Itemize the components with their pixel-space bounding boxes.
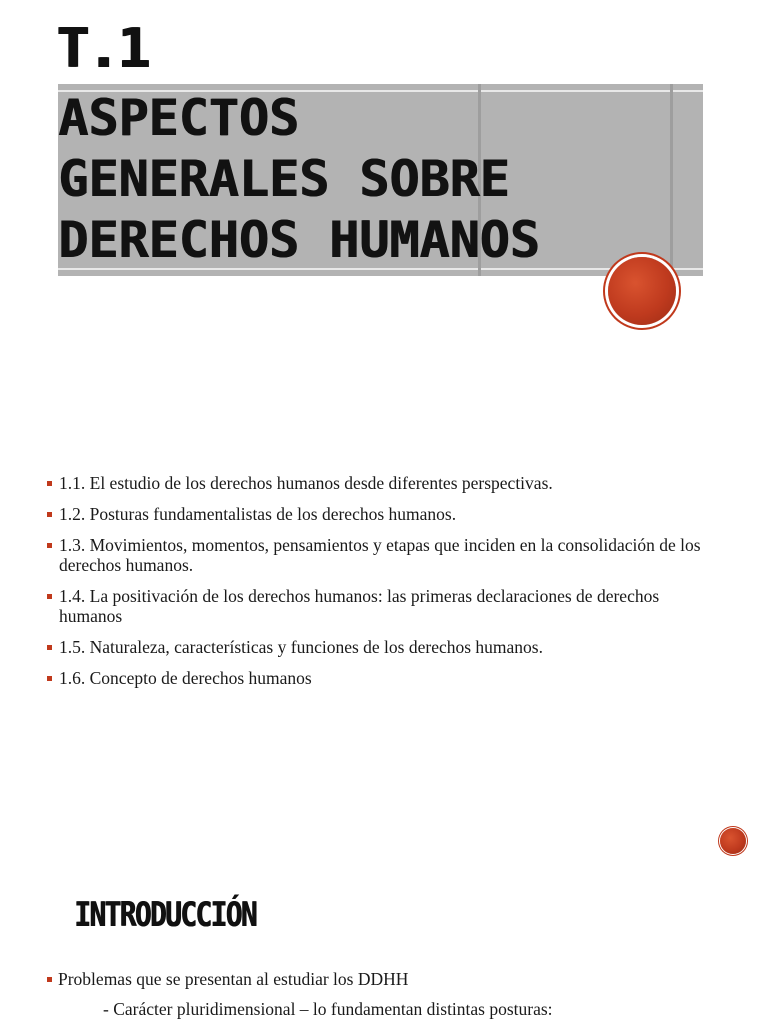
topic-text: 1.2. Posturas fundamentalistas de los derechos humanos. xyxy=(59,504,457,524)
topic-text: 1.3. Movimientos, momentos, pensamientos y etapas que inciden en la consolidación de los derechos humanos. xyxy=(59,535,701,575)
topic-text: 1.5. Naturaleza, características y funciones de los derechos humanos. xyxy=(59,637,543,657)
topic-text: 1.4. La positivación de los derechos humanos: las primeras declaraciones de derechos humanos xyxy=(59,586,660,626)
slide-title-line-1: ASPECTOS xyxy=(58,89,299,147)
list-item xyxy=(44,637,704,657)
square-bullet-icon xyxy=(47,512,52,517)
list-item xyxy=(44,968,744,990)
slide-title-line-2: GENERALES SOBRE xyxy=(58,150,510,208)
red-circle-icon xyxy=(608,257,676,325)
topic-text: 1.6. Concepto de derechos humanos xyxy=(59,668,312,688)
square-bullet-icon xyxy=(47,676,52,681)
slide-number-title: T.1 xyxy=(57,17,149,80)
square-bullet-icon xyxy=(47,977,52,982)
slide-2 xyxy=(0,780,768,1024)
list-item xyxy=(44,535,704,575)
title-band-vertical-stripe xyxy=(670,84,673,276)
list-item xyxy=(44,504,704,524)
introduction-bullet-text: Problemas que se presentan al estudiar los DDHH xyxy=(58,969,409,989)
topic-text: 1.1. El estudio de los derechos humanos desde diferentes perspectivas. xyxy=(59,473,553,493)
square-bullet-icon xyxy=(47,543,52,548)
red-circle-icon xyxy=(720,828,746,854)
square-bullet-icon xyxy=(47,481,52,486)
slide-title-line-3: DERECHOS HUMANOS xyxy=(58,211,540,269)
introduction-sub-item: - Carácter pluridimensional – lo fundamentan distintas posturas: xyxy=(103,999,553,1019)
square-bullet-icon xyxy=(47,645,52,650)
list-item xyxy=(44,473,704,493)
list-item xyxy=(44,668,704,688)
list-item xyxy=(44,586,704,626)
introduction-list xyxy=(44,968,744,990)
slide-title xyxy=(58,88,540,271)
topics-list xyxy=(44,473,704,699)
introduction-title: INTRODUCCIÓN xyxy=(74,895,256,935)
square-bullet-icon xyxy=(47,594,52,599)
